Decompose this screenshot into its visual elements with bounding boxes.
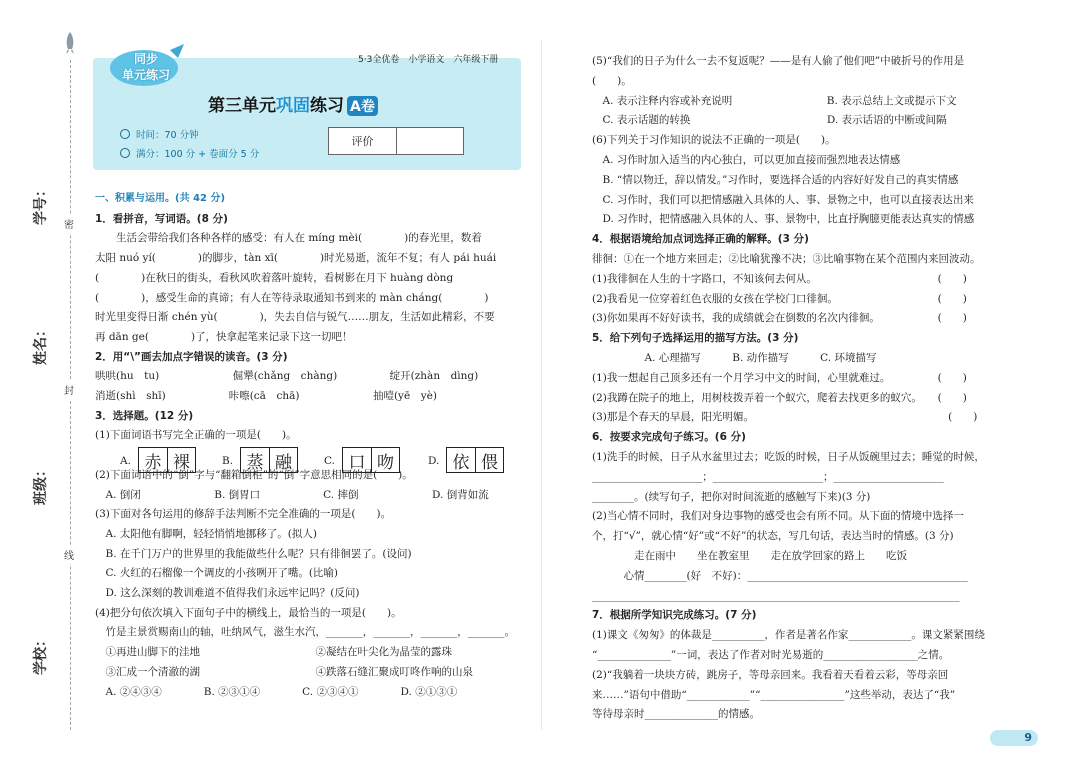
character-cell: 融 bbox=[269, 448, 297, 472]
seal-feng: 封 bbox=[64, 380, 74, 399]
question-line: (3)下面对各句运用的修辞手法判断不完全准确的一项是( )。 bbox=[95, 508, 392, 521]
question-line: (2)我看见一位穿着红色衣服的女孩在学校门口徘徊。 ( ) bbox=[592, 292, 967, 305]
question-line: 生活会带给我们各种各样的感受：有人在 míng mèi( )的春光里，数着 bbox=[95, 232, 482, 245]
question-heading: 6．按要求完成句子练习。(6 分) bbox=[592, 431, 746, 444]
question-line: B. 在千门万户的世界里的我能做些什么呢？只有徘徊罢了。(设问) bbox=[95, 547, 412, 560]
question-line: 时光里变得日渐 chén yù( )，失去自信与锐气……朋友，生活如此精彩，不要 bbox=[95, 311, 495, 324]
check-icon bbox=[120, 148, 130, 158]
character-box bbox=[446, 447, 504, 473]
question-line: B. “情以物迁，辞以情发。”习作时，要选择合适的内容好好发自己的真实情感 bbox=[592, 173, 959, 186]
question-line: ③汇成一个清澈的湖 ④跌落石缝汇聚成叮咚作响的山泉 bbox=[95, 665, 473, 678]
question-line: 来……”语句中借助“____________”“________________”这些举动，表达了“我” bbox=[592, 688, 956, 701]
question-heading: 3．选择题。(12 分) bbox=[95, 409, 194, 422]
question-line: A. 倒闭 B. 倒胃口 C. 摔倒 D. 倒背如流 bbox=[95, 488, 489, 501]
question-line: (1)洗手的时候，日子从水盆里过去；吃饭的时候，日子从饭碗里过去；睡觉的时候， bbox=[592, 451, 985, 463]
question-line: 徘徊：①在一个地方来回走；②比喻犹豫不决；③比喻事物在某个范围内来回波动。 bbox=[592, 253, 981, 265]
character-cell: 裸 bbox=[167, 448, 195, 472]
question-line: D. 习作时，把情感融入具体的人、事、景物中，比直抒胸臆更能表达真实的情感 bbox=[592, 213, 975, 226]
question-line: D. 这么深刻的教训难道不值得我们永远牢记吗？(反问) bbox=[95, 587, 360, 599]
question-line: (6)下列关于习作知识的说法不正确的一项是( )。 bbox=[592, 134, 836, 147]
exam-time: 时间：70 分钟 bbox=[120, 127, 199, 141]
question-line: ( )，感受生命的真谛；有人在等待录取通知书到来的 màn cháng( ) bbox=[95, 291, 489, 304]
seal-xian: 线 bbox=[64, 545, 74, 564]
character-cell: 吻 bbox=[371, 448, 399, 472]
q3-option-letter[interactable]: A. bbox=[120, 455, 131, 468]
exam-score: 满分：100 分 + 卷面分 5 分 bbox=[120, 146, 259, 160]
question-line: A. 太阳他有脚啊，轻轻悄悄地挪移了。(拟人) bbox=[95, 527, 317, 540]
version-tag: A卷 bbox=[347, 96, 378, 116]
question-line: 消逝(shì shī) 咔嚓(cā chā) 抽噎(yē yè) bbox=[95, 390, 437, 402]
question-line: ①再进山脚下的洼地 ②凝结在叶尖化为晶莹的露珠 bbox=[95, 646, 452, 659]
question-line: 竹是主景赏赐南山的轴，吐纳风气，滋生水汽，_______，_______，_______，_______。 bbox=[95, 626, 515, 639]
evaluation-label: 评价 bbox=[329, 128, 397, 154]
q3-option-letter[interactable]: C. bbox=[324, 455, 335, 468]
section-heading: 一、积累与运用。(共 42 分) bbox=[95, 193, 226, 204]
question-line: 等待母亲时______________的情感。 bbox=[592, 708, 760, 721]
question-line: (3)你如果再不好好读书，我的成绩就会在倒数的名次内徘徊。 ( ) bbox=[592, 312, 967, 325]
question-heading: 2．用“\”画去加点字错误的读音。(3 分) bbox=[95, 350, 288, 363]
q3-option-letter[interactable]: B. bbox=[222, 455, 234, 468]
question-line: C. 火红的石榴像一个调皮的小孩咧开了嘴。(比喻) bbox=[95, 567, 339, 580]
evaluation-box[interactable] bbox=[328, 127, 464, 155]
question-heading: 4．根据语境给加点词选择正确的解释。(3 分) bbox=[592, 233, 809, 246]
question-line: (5)“我们的日子为什么一去不复返呢？——是有人偷了他们吧”中破折号的作用是 bbox=[592, 55, 965, 67]
question-line: A. 心理描写 B. 动作描写 C. 环境描写 bbox=[592, 352, 877, 364]
badge-line2: 单元练习 bbox=[122, 68, 171, 82]
question-line: “______________”一词，表达了作者对时光易逝的__________________之情。 bbox=[592, 649, 950, 661]
question-line: (1)我徘徊在人生的十字路口，不知该何去何从。 ( ) bbox=[592, 272, 967, 285]
question-line: ( )。 bbox=[592, 74, 632, 87]
question-line: (3)那是个春天的早晨，阳光明媚。 ( ) bbox=[592, 411, 978, 424]
badge-line1: 同步 bbox=[134, 52, 159, 66]
question-line: ________。(续写句子，把你对时间流逝的感触写下来)(3 分) bbox=[592, 490, 871, 503]
series-label: 5·3全优卷 小学语文 六年级下册 bbox=[358, 55, 499, 65]
question-heading: 1．看拼音，写词语。(8 分) bbox=[95, 212, 228, 225]
character-cell: 偎 bbox=[475, 448, 503, 472]
seal-mi: 密 bbox=[64, 214, 74, 233]
unit-badge bbox=[108, 44, 188, 88]
question-line: (2)我蹲在院子的地上，用树枝拨弄着一个蚁穴，爬着去找更多的蚁穴。 ( ) bbox=[592, 391, 967, 404]
question-line: (4)把分句依次填入下面句子中的横线上，最恰当的一项是( )。 bbox=[95, 606, 402, 619]
question-line: _____________________；_____________________；_____________________ bbox=[592, 470, 944, 483]
question-line: (1)下面词语书写完全正确的一项是( )。 bbox=[95, 429, 297, 442]
character-cell: 依 bbox=[452, 452, 470, 473]
question-line: (2)下面词语中的“倒”字与“翻箱倒柜”的“倒”字意思相同的是( )。 bbox=[95, 468, 413, 481]
character-cell: 蒸 bbox=[246, 452, 264, 473]
page-title: 第三单元巩固练习 A卷 bbox=[208, 91, 378, 116]
question-heading: 5．给下列句子选择运用的描写方法。(3 分) bbox=[592, 332, 799, 345]
question-line: 个，打“√”，就心情“好”或“不好”的状态，写几句话，表达当时的情感。(3 分) bbox=[592, 530, 954, 543]
question-line: (2)当心情不同时，我们对身边事物的感受也会有所不同。从下面的情境中选择一 bbox=[592, 510, 964, 523]
page-number: 9 bbox=[990, 730, 1038, 746]
question-line: C. 表示话题的转换 D. 表示话语的中断或间隔 bbox=[592, 114, 947, 127]
character-cell: 赤 bbox=[144, 452, 162, 473]
question-line: C. 习作时，我们可以把情感融入具体的人、事、景物之中，也可以直接表达出来 bbox=[592, 193, 974, 206]
character-cell: 口 bbox=[348, 452, 366, 473]
question-line: 走在雨中 坐在教室里 走在放学回家的路上 吃饭 bbox=[592, 550, 907, 562]
question-line: 心情________(好 不好)：__________________________________________ bbox=[592, 569, 968, 582]
question-line: A. 习作时加入适当的内心独白，可以更加直接而强烈地表达情感 bbox=[592, 154, 901, 166]
question-line: (2)“我躺着一块块方砖，跳房子，等母亲回来。我看着天看着云彩，等母亲回 bbox=[592, 668, 949, 681]
question-line: (1)我一想起自己顶多还有一个月学习中文的时间，心里就难过。 ( ) bbox=[592, 371, 967, 384]
question-line: 再 dān ge( )了，快拿起笔来记录下这一切吧！ bbox=[95, 330, 353, 343]
clock-icon bbox=[120, 129, 130, 139]
binding-margin: 学号： 姓名： 班级： 学校： 密 封 线 bbox=[0, 0, 92, 775]
question-line: 哄哄(hu tu) 倔犟(chǎng chàng) 绽开(zhàn dìng) bbox=[95, 370, 479, 383]
q3-option-letter[interactable]: D. bbox=[428, 455, 440, 468]
question-line: (1)课文《匆匆》的体裁是__________，作者是著名作家____________。课文紧紧围绕 bbox=[592, 629, 985, 642]
question-line: ______________________________________________________________________ bbox=[592, 589, 960, 602]
question-line: 太阳 nuó yí( )的脚步，tàn xī( )时光易逝，流年不复；有人 pái huái bbox=[95, 252, 497, 265]
question-line: ( )在秋日的街头，看秋风吹着落叶旋转，看树影在月下 huàng dòng bbox=[95, 271, 454, 284]
column-divider bbox=[541, 40, 542, 730]
question-heading: 7．根据所学知识完成练习。(7 分) bbox=[592, 609, 757, 622]
question-line: A. 表示注释内容或补充说明 B. 表示总结上文或提示下文 bbox=[592, 94, 957, 107]
rocket-icon bbox=[63, 32, 77, 56]
question-line: A. ②④③④ B. ②③①④ C. ②③④① D. ②①③① bbox=[95, 685, 458, 698]
